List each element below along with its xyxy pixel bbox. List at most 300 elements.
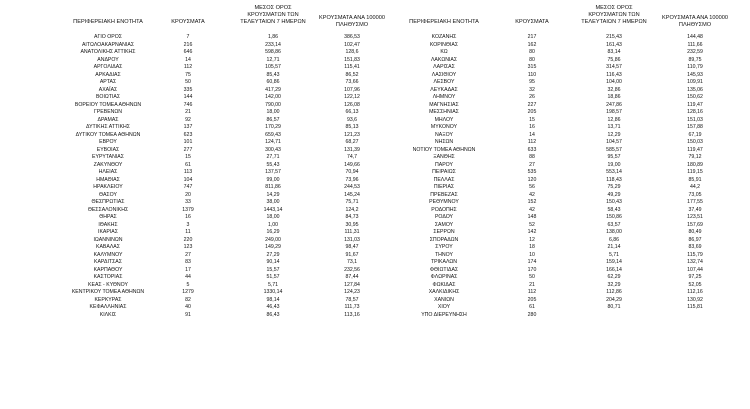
cases-value: 42: [529, 191, 535, 198]
cases-value: 747: [183, 184, 193, 190]
per-100k-value: 130,92: [687, 296, 703, 303]
avg-7-days-value: 142,00: [265, 94, 281, 100]
table-row: [52, 34, 391, 42]
avg-7-days-value: 138,00: [606, 229, 622, 235]
table-row: [396, 94, 738, 102]
per-100k-value: 80,49: [688, 229, 702, 235]
table-row: [396, 192, 738, 200]
region-name: ΘΕΣΠΡΩΤΙΑΣ: [91, 199, 125, 205]
region-name: ΙΩΑΝΝΙΝΩΝ: [93, 236, 123, 243]
per-100k-value: 122,12: [344, 94, 360, 100]
table-row: [52, 252, 391, 260]
avg-7-days-value: 598,86: [265, 49, 281, 55]
region-name: ΕΥΡΥΤΑΝΙΑΣ: [92, 154, 124, 160]
cases-value: 61: [529, 304, 535, 310]
per-100k-value: 83,69: [688, 244, 702, 250]
per-100k-value: 150,03: [687, 139, 703, 145]
table-row: [52, 184, 391, 192]
cases-value: 95: [529, 79, 535, 85]
table-row: [396, 207, 738, 215]
table-row: [396, 42, 738, 50]
per-100k-value: 151,83: [344, 56, 360, 63]
avg-7-days-value: 18,00: [266, 109, 280, 115]
cases-value: 205: [527, 109, 537, 115]
per-100k-value: 52,05: [688, 281, 702, 288]
region-name: ΑΓΙΟ ΟΡΟΣ: [94, 34, 122, 40]
region-name: ΠΡΕΒΕΖΑΣ: [430, 191, 458, 198]
per-100k-value: 180,89: [687, 161, 703, 168]
avg-7-days-value: 60,86: [266, 79, 280, 85]
per-100k-value: 110,79: [687, 64, 703, 70]
region-name: ΘΑΣΟΥ: [99, 191, 117, 198]
table-header: [52, 5, 391, 34]
avg-7-days-value: 215,43: [606, 34, 622, 40]
region-name: ΣΑΜΟΥ: [434, 221, 454, 228]
avg-7-days-value: 105,57: [265, 64, 281, 70]
per-100k-value: 97,25: [688, 274, 702, 280]
per-100k-value: 128,16: [687, 109, 703, 115]
per-100k-value: 144,48: [687, 34, 703, 40]
region-name: ΑΡΚΑΔΙΑΣ: [95, 71, 121, 78]
cases-value: 14: [529, 131, 535, 138]
cases-value: 10: [529, 251, 535, 258]
per-100k-value: 66,13: [345, 109, 359, 115]
region-name: ΜΕΣΣΗΝΙΑΣ: [429, 109, 459, 115]
per-100k-value: 232,59: [687, 49, 703, 55]
per-100k-value: 111,73: [344, 304, 360, 310]
region-name: ΑΡΤΑΣ: [99, 79, 117, 85]
avg-7-days-value: 83,14: [607, 49, 621, 55]
per-100k-value: 86,97: [688, 236, 702, 243]
cases-value: 1279: [182, 289, 194, 295]
region-name: ΑΝΑΤΟΛΙΚΗΣ ΑΤΤΙΚΗΣ: [80, 49, 136, 55]
cases-value: 80: [529, 49, 535, 55]
region-name: ΦΘΙΩΤΙΔΑΣ: [429, 266, 459, 273]
avg-7-days-value: 417,29: [265, 86, 281, 93]
table-row: [396, 304, 738, 312]
avg-7-days-value: 13,71: [607, 124, 621, 130]
table-row: [396, 79, 738, 87]
avg-7-days-value: 790,00: [265, 101, 281, 108]
avg-7-days-value: 46,43: [266, 304, 280, 310]
table-row: [396, 72, 738, 80]
cases-value: 61: [185, 161, 191, 168]
per-100k-value: 85,13: [345, 124, 359, 130]
table-header: [396, 5, 738, 34]
per-100k-value: 68,27: [345, 139, 359, 145]
header-cases: ΚΡΟΥΣΜΑΤΑ: [171, 19, 205, 25]
cases-value: 120: [527, 176, 537, 183]
cases-value: 205: [527, 296, 537, 303]
table-row: [52, 199, 391, 207]
per-100k-value: 145,93: [687, 71, 703, 78]
per-100k-value: 79,12: [688, 154, 702, 160]
header-cases-per-100k: ΚΡΟΥΣΜΑΤΑ ΑΝΑ 100000 ΠΛΗΘΥΣΜΟ: [662, 15, 728, 28]
avg-7-days-value: 90,14: [266, 259, 280, 265]
cases-value: 280: [527, 311, 537, 318]
region-name: ΚΕΡΚΥΡΑΣ: [94, 296, 122, 303]
cases-value: 27: [529, 161, 535, 168]
cases-value: 21: [185, 109, 191, 115]
avg-7-days-value: 6,86: [608, 236, 620, 243]
per-100k-value: 75,71: [345, 199, 359, 205]
avg-7-days-value: 659,43: [265, 131, 281, 138]
avg-7-days-value: 49,29: [607, 191, 621, 198]
cases-value: 137: [183, 124, 193, 130]
cases-value: 227: [527, 101, 537, 108]
header-cases: ΚΡΟΥΣΜΑΤΑ: [515, 19, 549, 25]
avg-7-days-value: 62,29: [607, 274, 621, 280]
header-cases-per-100k: ΚΡΟΥΣΜΑΤΑ ΑΝΑ 100000 ΠΛΗΘΥΣΜΟ: [319, 15, 385, 28]
region-name: ΧΙΟΥ: [437, 304, 451, 310]
per-100k-value: 131,03: [344, 236, 360, 243]
avg-7-days-value: 204,29: [606, 296, 622, 303]
cases-value: 633: [527, 146, 537, 153]
region-name: ΓΡΕΒΕΝΩΝ: [93, 109, 123, 115]
per-100k-value: 78,57: [345, 296, 359, 303]
avg-7-days-value: 21,14: [607, 244, 621, 250]
avg-7-days-value: 137,57: [265, 169, 281, 175]
region-name: ΑΙΤΩΛΟΑΚΑΡΝΑΝΙΑΣ: [81, 41, 135, 48]
cases-value: 123: [183, 244, 193, 250]
region-name: ΛΕΣΒΟΥ: [433, 79, 455, 85]
per-100k-value: 149,66: [344, 161, 360, 168]
per-100k-value: 151,03: [687, 116, 703, 123]
cases-value: 27: [185, 251, 191, 258]
region-name: ΒΟΡΕΙΟΥ ΤΟΜΕΑ ΑΘΗΝΩΝ: [74, 101, 142, 108]
table-row: [52, 192, 391, 200]
region-name: ΛΑΚΩΝΙΑΣ: [430, 56, 458, 63]
avg-7-days-value: 1443,14: [263, 206, 283, 213]
avg-7-days-value: 19,00: [607, 161, 621, 168]
region-name: ΔΥΤΙΚΗΣ ΑΤΤΙΚΗΣ: [86, 124, 130, 130]
table-row: [52, 222, 391, 230]
cases-value: 746: [183, 101, 193, 108]
region-name: ΚΙΛΚΙΣ: [99, 311, 117, 318]
region-name: ΝΑΞΟΥ: [435, 131, 453, 138]
per-100k-value: 102,47: [344, 41, 360, 48]
per-100k-value: 132,74: [687, 259, 703, 265]
table-row: [396, 57, 738, 65]
avg-7-days-value: 99,00: [266, 176, 280, 183]
region-name: ΚΩ: [440, 49, 448, 55]
per-100k-value: 93,6: [346, 116, 358, 123]
per-100k-value: 91,67: [345, 251, 359, 258]
header-avg-7-days: ΜΕΣΟΣ ΟΡΟΣ ΚΡΟΥΣΜΑΤΩΝ ΤΩΝ ΤΕΛΕΥΤΑΙΩΝ 7 ΗΜΕΡΩΝ: [581, 5, 647, 25]
region-name: ΚΕΦΑΛΛΗΝΙΑΣ: [89, 304, 127, 310]
table-row: [52, 267, 391, 275]
table-row: [396, 139, 738, 147]
cases-value: 216: [183, 41, 193, 48]
region-name: ΝΗΣΩΝ: [434, 139, 454, 145]
avg-7-days-value: 1330,14: [263, 289, 283, 295]
per-100k-value: 124,2: [345, 206, 359, 213]
cases-value: 15: [185, 154, 191, 160]
cases-value: 112: [183, 64, 193, 70]
table-row: [52, 162, 391, 170]
per-100k-value: 112,16: [687, 289, 703, 295]
cases-value: 217: [527, 34, 537, 40]
table-row: [396, 289, 738, 297]
region-name: ΗΡΑΚΛΕΙΟΥ: [93, 184, 123, 190]
per-100k-value: 232,56: [344, 266, 360, 273]
per-100k-value: 107,44: [687, 266, 703, 273]
per-100k-value: 157,88: [687, 124, 703, 130]
region-name: ΡΟΔΟΠΗΣ: [431, 206, 457, 213]
region-name: ΡΕΘΥΜΝΟΥ: [429, 199, 459, 205]
cases-value: 42: [529, 206, 535, 213]
cases-value: 142: [527, 229, 537, 235]
cases-value: 15: [529, 116, 535, 123]
per-100k-value: 89,75: [688, 56, 702, 63]
region-name: ΑΡΓΟΛΙΔΑΣ: [93, 64, 123, 70]
avg-7-days-value: 161,43: [606, 41, 622, 48]
cases-value: 113: [183, 169, 193, 175]
table-row: [396, 312, 738, 320]
per-100k-value: 109,91: [687, 79, 703, 85]
per-100k-value: 98,47: [345, 244, 359, 250]
table-row: [52, 139, 391, 147]
table-right-half: [396, 5, 738, 318]
header-avg-7-days: ΜΕΣΟΣ ΟΡΟΣ ΚΡΟΥΣΜΑΤΩΝ ΤΩΝ ΤΕΛΕΥΤΑΙΩΝ 7 ΗΜΕΡΩΝ: [240, 5, 306, 25]
cases-value: 20: [185, 191, 191, 198]
region-name: ΛΕΥΚΑΔΑΣ: [430, 86, 458, 93]
cases-value: 335: [183, 86, 193, 93]
avg-7-days-value: 15,57: [266, 266, 280, 273]
avg-7-days-value: 233,14: [265, 41, 281, 48]
avg-7-days-value: 58,43: [607, 206, 621, 213]
avg-7-days-value: 27,29: [266, 251, 280, 258]
region-name: ΠΑΡΟΥ: [435, 161, 453, 168]
per-100k-value: 44,2: [689, 184, 701, 190]
avg-7-days-value: 5,71: [608, 251, 620, 258]
cases-value: 162: [527, 41, 537, 48]
avg-7-days-value: 166,14: [606, 266, 622, 273]
table-row: [396, 252, 738, 260]
region-name: ΣΠΟΡΑΔΩΝ: [429, 236, 459, 243]
region-name: ΧΑΛΚΙΔΙΚΗΣ: [428, 289, 460, 295]
region-name: ΚΑΒΑΛΑΣ: [96, 244, 120, 250]
table-row: [52, 237, 391, 245]
cases-value: 277: [183, 146, 193, 153]
region-name: ΚΑΣΤΟΡΙΑΣ: [93, 274, 123, 280]
cases-value: 148: [527, 214, 537, 220]
region-name: ΚΕΝΤΡΙΚΟΥ ΤΟΜΕΑ ΑΘΗΝΩΝ: [71, 289, 145, 295]
cases-value: 88: [529, 154, 535, 160]
per-100k-value: 157,69: [687, 221, 703, 228]
avg-7-days-value: 14,29: [266, 191, 280, 198]
per-100k-value: 70,94: [345, 169, 359, 175]
avg-7-days-value: 247,86: [606, 101, 622, 108]
region-name: ΚΑΛΥΜΝΟΥ: [93, 251, 123, 258]
avg-7-days-value: 32,86: [607, 86, 621, 93]
table-row: [52, 57, 391, 65]
table-row: [396, 162, 738, 170]
per-100k-value: 119,47: [687, 146, 703, 153]
avg-7-days-value: 553,14: [606, 169, 622, 175]
table-row: [52, 207, 391, 215]
region-name: ΛΑΣΙΘΙΟΥ: [431, 71, 457, 78]
table-row: [396, 102, 738, 110]
per-100k-value: 115,81: [687, 304, 703, 310]
avg-7-days-value: 95,57: [607, 154, 621, 160]
table-row: [52, 147, 391, 155]
table-row: [396, 154, 738, 162]
avg-7-days-value: 5,71: [267, 281, 279, 288]
avg-7-days-value: 63,57: [607, 221, 621, 228]
cases-value: 315: [527, 64, 537, 70]
per-100k-value: 386,53: [344, 34, 360, 40]
region-name: ΙΚΑΡΙΑΣ: [98, 229, 118, 235]
table-left-half: [52, 5, 391, 318]
cases-value: 174: [527, 259, 537, 265]
per-100k-value: 127,84: [344, 281, 360, 288]
table-row: [396, 222, 738, 230]
table-row: [396, 169, 738, 177]
region-name: ΠΕΙΡΑΙΩΣ: [432, 169, 456, 175]
table-row: [396, 259, 738, 267]
table-row: [52, 289, 391, 297]
cases-value: 18: [529, 244, 535, 250]
per-100k-value: 67,19: [688, 131, 702, 138]
table-row: [52, 87, 391, 95]
avg-7-days-value: 314,57: [606, 64, 622, 70]
avg-7-days-value: 98,14: [266, 296, 280, 303]
table-body-left: [52, 34, 391, 319]
table-row: [396, 282, 738, 290]
cases-value: 3: [186, 221, 190, 228]
region-name: ΦΩΚΙΔΑΣ: [432, 281, 456, 288]
table-row: [396, 229, 738, 237]
region-name: ΠΙΕΡΙΑΣ: [433, 184, 455, 190]
cases-value: 110: [527, 71, 537, 78]
region-name: ΚΑΡΔΙΤΣΑΣ: [94, 259, 122, 265]
region-name: ΤΡΙΚΑΛΩΝ: [430, 259, 458, 265]
cases-value: 91: [185, 311, 191, 318]
cases-value: 40: [185, 304, 191, 310]
cases-value: 144: [183, 94, 193, 100]
table-row: [52, 132, 391, 140]
avg-7-days-value: 300,43: [265, 146, 281, 153]
per-100k-value: 73,05: [688, 191, 702, 198]
per-100k-value: 85,91: [688, 176, 702, 183]
table-row: [52, 244, 391, 252]
table-row: [52, 214, 391, 222]
table-row: [52, 274, 391, 282]
cases-value: 44: [185, 274, 191, 280]
region-name: ΜΗΛΟΥ: [434, 116, 454, 123]
region-name: ΛΑΡΙΣΑΣ: [433, 64, 455, 70]
table-row: [52, 94, 391, 102]
region-name: ΚΟΡΙΝΘΙΑΣ: [429, 41, 459, 48]
cases-value: 75: [185, 71, 191, 78]
avg-7-days-value: 150,43: [606, 199, 622, 205]
avg-7-days-value: 150,86: [606, 214, 622, 220]
cases-value: 16: [185, 214, 191, 220]
region-name: ΥΠΟ ΔΙΕΡΕΥΝΗΣΗ: [421, 311, 467, 318]
avg-7-days-value: 159,14: [606, 259, 622, 265]
cases-value: 33: [185, 199, 191, 205]
avg-7-days-value: 38,00: [266, 199, 280, 205]
table-row: [52, 79, 391, 87]
per-100k-value: 128,6: [345, 49, 359, 55]
table-row: [52, 229, 391, 237]
region-name: ΧΑΝΙΩΝ: [434, 296, 454, 303]
cases-value: 12: [529, 236, 535, 243]
cases-value: 646: [183, 49, 193, 55]
table-row: [396, 34, 738, 42]
avg-7-days-value: 124,71: [265, 139, 281, 145]
avg-7-days-value: 75,29: [607, 184, 621, 190]
avg-7-days-value: 116,43: [606, 71, 622, 78]
per-100k-value: 145,24: [344, 191, 360, 198]
avg-7-days-value: 1,00: [267, 221, 279, 228]
avg-7-days-value: 149,29: [265, 244, 281, 250]
table-row: [52, 259, 391, 267]
avg-7-days-value: 112,86: [606, 289, 622, 295]
cases-value: 21: [529, 281, 535, 288]
region-name: ΣΕΡΡΩΝ: [433, 229, 455, 235]
avg-7-days-value: 27,71: [266, 154, 280, 160]
per-100k-value: 113,16: [344, 311, 360, 318]
per-100k-value: 30,95: [345, 221, 359, 228]
avg-7-days-value: 104,57: [606, 139, 622, 145]
per-100k-value: 73,66: [345, 79, 359, 85]
per-100k-value: 74,7: [346, 154, 358, 160]
cases-value: 92: [185, 116, 191, 123]
table-row: [52, 154, 391, 162]
region-name: ΙΘΑΚΗΣ: [98, 221, 118, 228]
per-100k-value: 115,41: [344, 64, 360, 70]
table-row: [396, 214, 738, 222]
per-100k-value: 244,53: [344, 184, 360, 190]
cases-value: 5: [186, 281, 190, 288]
cases-value: 220: [183, 236, 193, 243]
per-100k-value: 111,31: [344, 229, 360, 235]
per-100k-value: 37,49: [688, 206, 702, 213]
region-name: ΗΛΕΙΑΣ: [98, 169, 118, 175]
per-100k-value: 115,79: [687, 251, 703, 258]
region-name: ΦΛΩΡΙΝΑΣ: [430, 274, 458, 280]
table-row: [396, 199, 738, 207]
per-100k-value: 107,96: [344, 86, 360, 93]
cases-value: 152: [527, 199, 537, 205]
cases-value: 56: [529, 184, 535, 190]
region-name: ΡΟΔΟΥ: [434, 214, 454, 220]
avg-7-days-value: 75,86: [607, 56, 621, 63]
cases-value: 80: [529, 56, 535, 63]
cases-value: 83: [185, 259, 191, 265]
cases-value: 7: [186, 34, 190, 40]
table-row: [396, 87, 738, 95]
per-100k-value: 177,55: [687, 199, 703, 205]
region-name: ΑΧΑΪΑΣ: [98, 86, 118, 93]
region-name: ΞΑΝΘΗΣ: [433, 154, 455, 160]
region-name: ΒΟΙΩΤΙΑΣ: [95, 94, 121, 100]
cases-value: 14: [185, 56, 191, 63]
table-row: [396, 117, 738, 125]
avg-7-days-value: 170,29: [265, 124, 281, 130]
region-name: ΖΑΚΥΝΘΟΥ: [93, 161, 123, 168]
table-row: [396, 132, 738, 140]
cases-value: 17: [185, 266, 191, 273]
region-name: ΔΥΤΙΚΟΥ ΤΟΜΕΑ ΑΘΗΝΩΝ: [75, 131, 141, 138]
cases-value: 52: [529, 221, 535, 228]
avg-7-days-value: 16,29: [266, 229, 280, 235]
per-100k-value: 84,73: [345, 214, 359, 220]
table-row: [52, 64, 391, 72]
per-100k-value: 119,15: [687, 169, 703, 175]
